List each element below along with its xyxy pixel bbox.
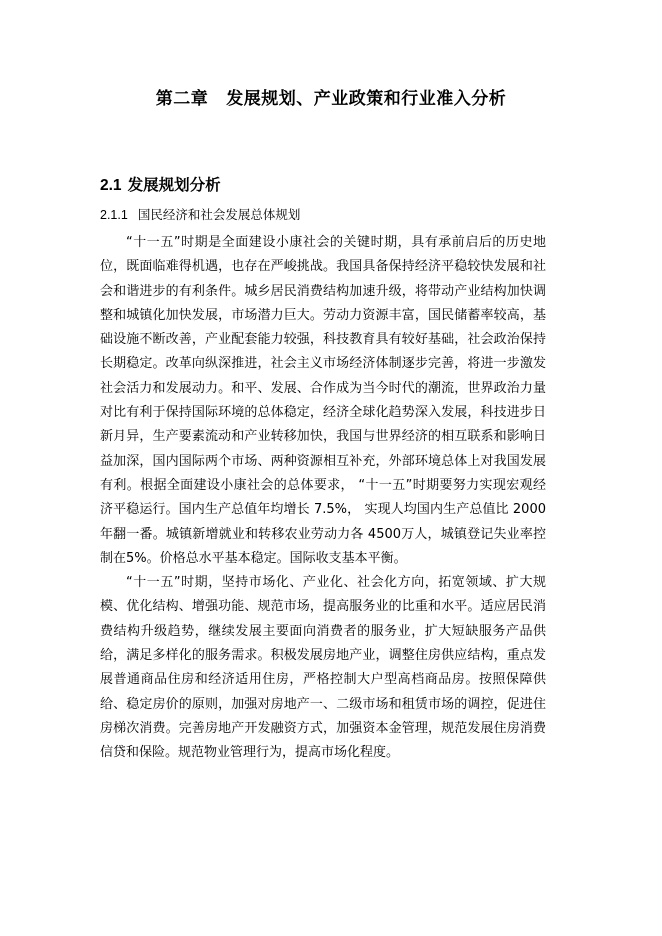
subsection-title-text: 国民经济和社会发展总体规划 [137,207,301,222]
subsection-heading [100,205,300,225]
chapter-title-text: 发展规划、产业政策和行业准入分析 [226,89,507,109]
chapter-title [0,86,662,112]
section-number: 2.1 [100,177,122,194]
paragraph: “十一五”时期是全面建设小康社会的关键时期，具有承前启后的历史地位，既面临难得机遇，也存在严峻挑战。我国具备保持经济平稳较快发展和社会和谐进步的有利条件。城乡居民消费结构加速升级，将带动产业结构加快调整和城镇化加快发展，市场潜力巨大。劳动力资源丰富，国民储蓄率较高，基础设施不断改善，产业配套能力较强，科技教育具有较好基础，社会政治保持长期稳定。改革向纵深推进，社会主义市场经济体制逐步完善，将进一步激发社会活力和发展动力。和平、发展、合作成为当今时代的潮流，世界政治力量对比有利于保持国际环境的总体稳定，经济全球化趋势深入发展，科技进步日新月异，生产要素流动和产业转移加快，我国与世界经济的相互联系和影响日益加深，国内国际两个市场、两种资源相互补充，外部环境总体上对我国发展有利。根据全面建设小康社会的总体要求， “十一五”时期要努力实现宏观经济平稳运行。国内生产总值年均增长 7.5%， 实现人均国内生产总值比 2000年翻一番。城镇新增就业和转移农业劳动力各 4500万人，城镇登记失业率控制在5%。价格总水平基本稳定。国际收支基本平衡。 [100,235,546,566]
chapter-number: 第二章 [155,89,209,109]
paragraph: “十一五”时期，坚持市场化、产业化、社会化方向，拓宽领域、扩大规模、优化结构、增强功能、规范市场，提高服务业的比重和水平。适应居民消费结构升级趋势，继续发展主要面向消费者的服务业，扩大短缺服务产品供给，满足多样化的服务需求。积极发展房地产业，调整住房供应结构，重点发展普通商品住房和经济适用住房，严格控制大户型高档商品房。按照保障供给、稳定房价的原则，加强对房地产一、二级市场和租赁市场的调控，促进住房梯次消费。完善房地产开发融资方式，加强资本金管理，规范发展住房消费信贷和保险。规范物业管理行为，提高市场化程度。 [100,575,546,761]
section-title-text: 发展规划分析 [127,176,221,194]
section-heading [100,173,221,198]
body-text [100,231,546,766]
subsection-number: 2.1.1 [100,208,128,222]
